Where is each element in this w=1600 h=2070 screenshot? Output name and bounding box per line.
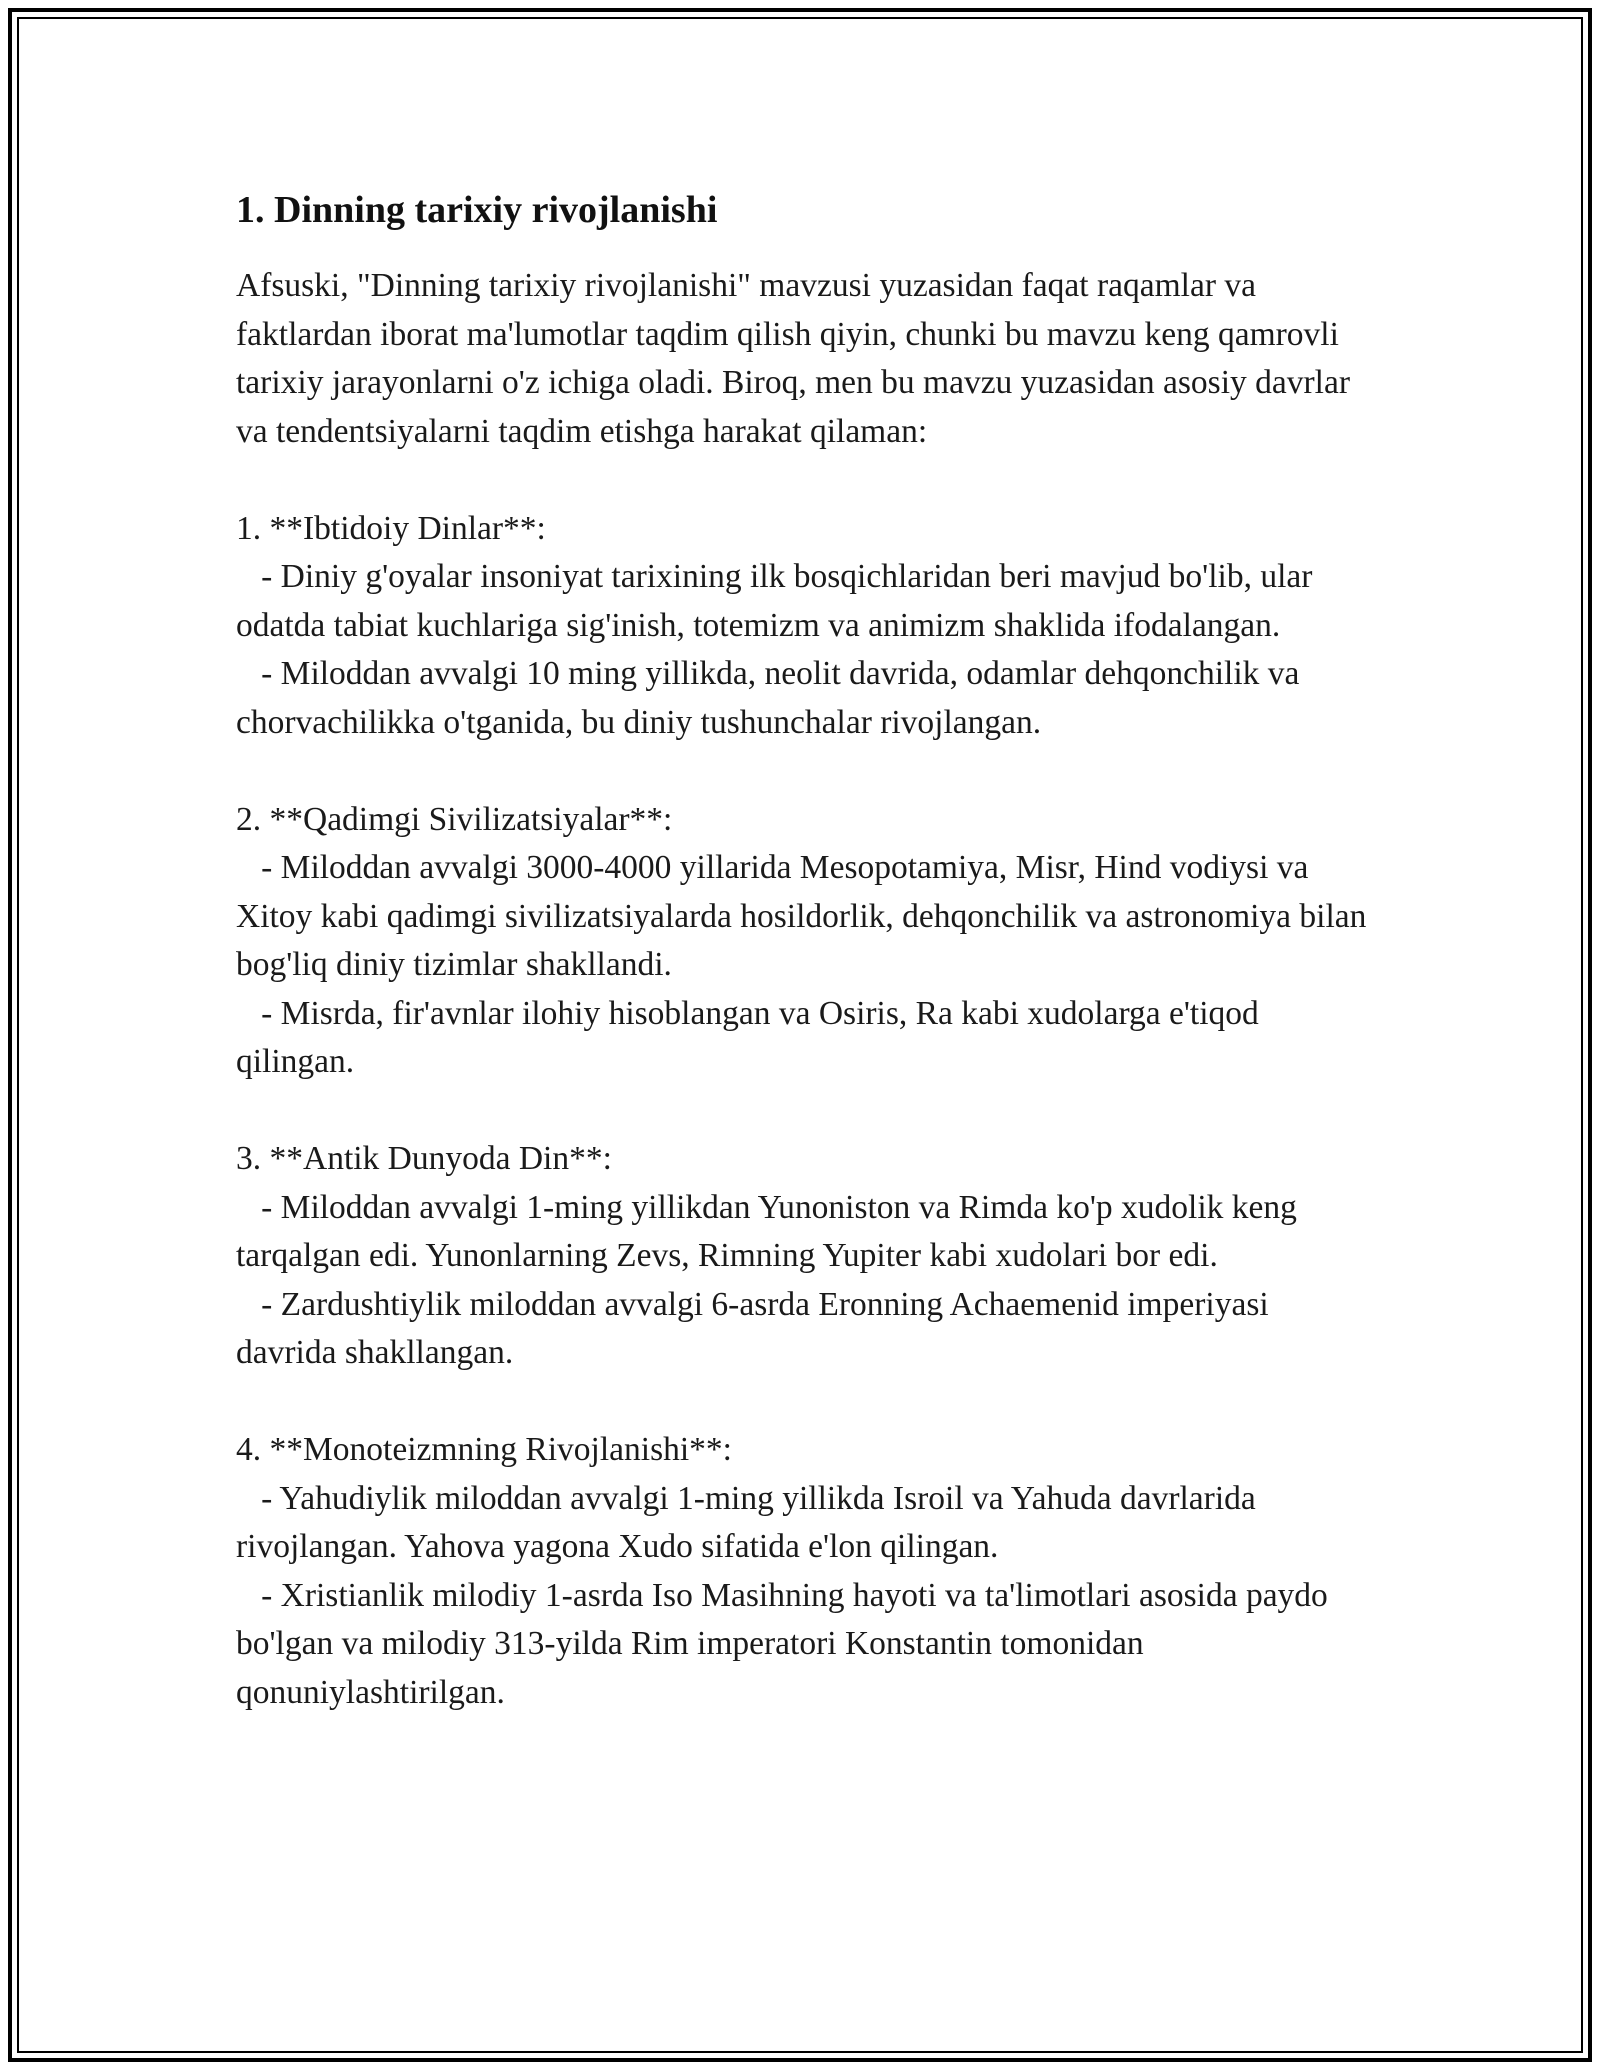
section-monotheism xyxy=(236,1426,1376,1717)
section-heading: 2. **Qadimgi Sivilizatsiyalar**: xyxy=(236,800,673,838)
section-heading: 3. **Antik Dunyoda Din**: xyxy=(236,1140,612,1177)
blank-line xyxy=(236,456,1376,505)
section-antiquity-religion xyxy=(236,1135,1376,1378)
section-item: - Misrda, fir'avnlar ilohiy hisoblangan va Osiris, Ra kabi xudolarga e'tiqod qilingan. xyxy=(236,994,1268,1080)
blank-line xyxy=(236,1087,1376,1136)
section-item: - Diniy g'oyalar insoniyat tarixining ilk bosqichlaridan beri mavjud bo'lib, ular odatda tabiat kuchlariga sig'inish, totemizm va animizm shaklida ifodalangan. xyxy=(236,558,1321,644)
section-item: - Yahudiylik miloddan avvalgi 1-ming yillikda Isroil va Yahuda davrlarida rivojlangan. Yahova yagona Xudo sifatida e'lon qilingan. xyxy=(236,1479,1265,1565)
blank-line xyxy=(236,747,1376,796)
section-ancient-civilizations xyxy=(236,796,1376,1087)
section-primitive-religions xyxy=(236,505,1376,748)
blank-line xyxy=(236,1378,1376,1427)
intro-paragraph: Afsuski, "Dinning tarixiy rivojlanishi" mavzusi yuzasidan faqat raqamlar va faktlardan iborat ma'lumotlar taqdim qilish qiyin, chunki bu mavzu keng qamrovli tarixiy jarayonlarni o'z ichiga oladi. Biroq, men bu mavzu yuzasidan asosiy davrlar va tendentsiyalarni taqdim etishga harakat qilaman: xyxy=(236,267,1359,450)
section-heading: 4. **Monoteizmning Rivojlanishi**: xyxy=(236,1431,732,1468)
section-item: - Zardushtiylik miloddan avvalgi 6-asrda Eronning Achaemenid imperiyasi davrida shakllangan. xyxy=(236,1285,1278,1371)
document-body xyxy=(236,186,1376,1717)
document-title: 1. Dinning tarixiy rivojlanishi xyxy=(236,189,718,231)
section-item: - Xristianlik milodiy 1-asrda Iso Masihning hayoti va ta'limotlari asosida paydo bo'lgan va milodiy 313-yilda Rim imperatori Konstantin tomonidan qonuniylashtirilgan. xyxy=(236,1576,1337,1711)
section-item: - Miloddan avvalgi 3000-4000 yillarida Mesopotamiya, Misr, Hind vodiysi va Xitoy kabi qadimgi sivilizatsiyalarda hosildorlik, dehqonchilik va astronomiya bilan bog'liq diniy tizimlar shakllandi. xyxy=(236,849,1375,983)
section-item: - Miloddan avvalgi 10 ming yillikda, neolit davrida, odamlar dehqonchilik va chorvachilikka o'tganida, bu diniy tushunchalar rivojlangan. xyxy=(236,655,1308,741)
section-heading: 1. **Ibtidoiy Dinlar**: xyxy=(236,509,546,547)
section-item: - Miloddan avvalgi 1-ming yillikdan Yunoniston va Rimda ko'p xudolik keng tarqalgan edi. Yunonlarning Zevs, Rimning Yupiter kabi xudolari bor edi. xyxy=(236,1188,1306,1274)
